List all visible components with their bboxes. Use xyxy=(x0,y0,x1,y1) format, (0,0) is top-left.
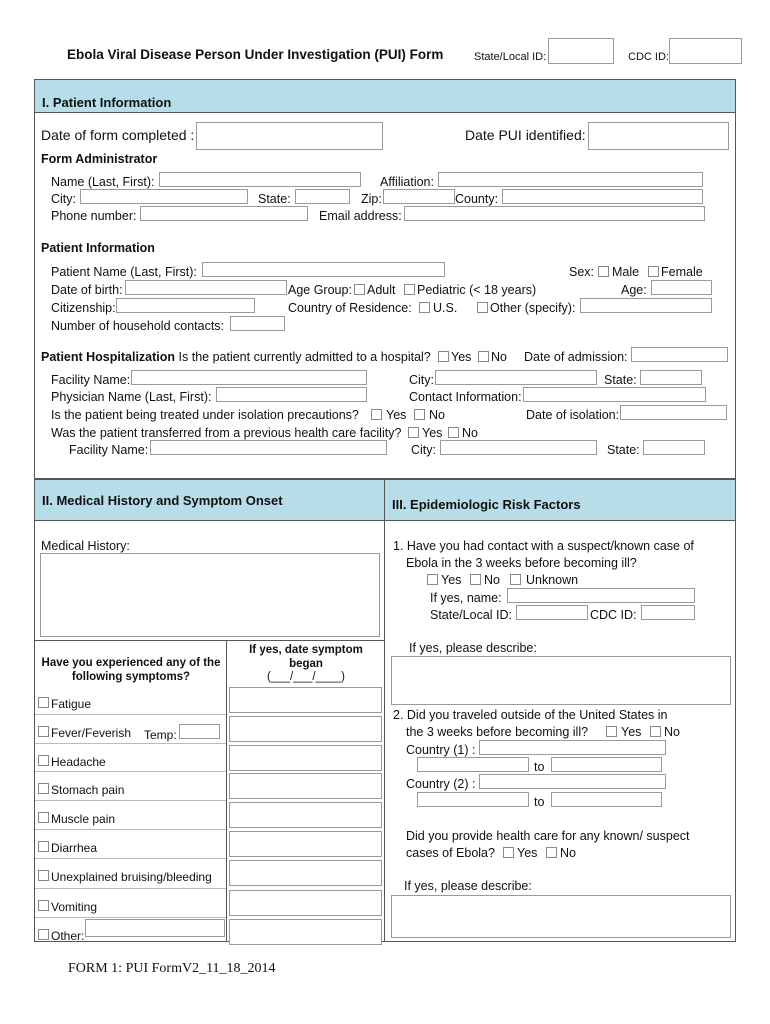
symptom-fatigue-date-field[interactable] xyxy=(229,687,382,713)
state-local-id-field[interactable] xyxy=(548,38,614,64)
admin-zip-field[interactable] xyxy=(383,189,455,204)
physician-name-label: Physician Name (Last, First): xyxy=(51,390,212,404)
admin-county-label: County: xyxy=(455,192,499,206)
form-footer: FORM 1: PUI FormV2_11_18_2014 xyxy=(68,961,276,976)
symptom-fever-feverish-date-field[interactable] xyxy=(229,716,382,742)
prev-facility-name-label: Facility Name: xyxy=(69,443,149,457)
healthcare-describe-label: If yes, please describe: xyxy=(404,879,532,893)
country2-from-field[interactable] xyxy=(417,792,529,807)
contact-info-label: Contact Information: xyxy=(409,390,522,404)
patient-name-label: Patient Name (Last, First): xyxy=(51,265,197,279)
age-group-label: Age Group: xyxy=(288,283,352,297)
affiliation-label: Affiliation: xyxy=(380,175,434,189)
adult-checkbox[interactable] xyxy=(354,284,365,295)
isolation-question: Is the patient being treated under isolation precautions? xyxy=(51,408,359,422)
country1-to-field[interactable] xyxy=(551,757,662,772)
citizenship-label: Citizenship: xyxy=(51,301,116,315)
prev-facility-name-field[interactable] xyxy=(150,440,387,455)
symptom-label: Unexplained bruising/bleeding xyxy=(51,870,212,884)
symptom-headache-checkbox[interactable] xyxy=(38,755,49,766)
symptom-stomach-pain-date-field[interactable] xyxy=(229,773,382,799)
country2-to-field[interactable] xyxy=(551,792,662,807)
patient-name-field[interactable] xyxy=(202,262,445,277)
prev-facility-state-field[interactable] xyxy=(643,440,705,455)
adult-label: Adult xyxy=(367,283,396,297)
contact-info-field[interactable] xyxy=(523,387,706,402)
q2-line2: the 3 weeks before becoming ill? xyxy=(406,725,589,739)
us-checkbox[interactable] xyxy=(419,302,430,313)
country2-field[interactable] xyxy=(479,774,666,789)
other-country-field[interactable] xyxy=(580,298,712,313)
transfer-no-checkbox[interactable] xyxy=(448,427,459,438)
healthcare-no-label: No xyxy=(560,846,576,860)
form-admin-title: Form Administrator xyxy=(41,152,158,166)
symptom-row-divider xyxy=(35,917,226,918)
healthcare-describe-field[interactable] xyxy=(391,895,731,938)
symptom-vomiting-date-field[interactable] xyxy=(229,890,382,916)
form-title: Ebola Viral Disease Person Under Investigation (PUI) Form xyxy=(67,47,444,62)
physician-name-field[interactable] xyxy=(216,387,367,402)
contact-name-field[interactable] xyxy=(507,588,695,603)
admin-state-field[interactable] xyxy=(295,189,350,204)
phone-field[interactable] xyxy=(140,206,308,221)
country-residence-label: Country of Residence: xyxy=(288,301,412,315)
symptom-headache-date-field[interactable] xyxy=(229,745,382,771)
transfer-question: Was the patient transferred from a previous health care facility? xyxy=(51,426,402,440)
male-label: Male xyxy=(612,265,640,279)
q1-unknown-checkbox[interactable] xyxy=(510,574,521,585)
admin-name-label: Name (Last, First): xyxy=(51,175,155,189)
cdc-id-label: CDC ID: xyxy=(628,51,669,63)
facility-name-label: Facility Name: xyxy=(51,373,131,387)
symptom-label: Headache xyxy=(51,755,106,769)
symptom-muscle-pain-date-field[interactable] xyxy=(229,802,382,828)
symptom-muscle-pain-checkbox[interactable] xyxy=(38,812,49,823)
dob-label: Date of birth: xyxy=(51,283,123,297)
sex-label: Sex: xyxy=(569,265,595,279)
date-symptom-header: If yes, date symptom began xyxy=(249,644,363,670)
admission-date-label: Date of admission: xyxy=(524,350,628,364)
symptom-fatigue-checkbox[interactable] xyxy=(38,697,49,708)
q1-yes-label: Yes xyxy=(441,573,462,587)
travel-no-label: No xyxy=(664,725,680,739)
symptom-row-divider xyxy=(35,771,226,772)
symptom-other-checkbox[interactable] xyxy=(38,929,49,940)
other-country-label: Other (specify): xyxy=(490,301,576,315)
pediatric-label: Pediatric (< 18 years) xyxy=(417,283,537,297)
dob-field[interactable] xyxy=(125,280,287,295)
symptom-diarrhea-checkbox[interactable] xyxy=(38,841,49,852)
prev-facility-city-field[interactable] xyxy=(440,440,597,455)
symptom-other-date-field[interactable] xyxy=(229,919,382,945)
other-symptom-field[interactable] xyxy=(85,919,225,937)
household-contacts-label: Number of household contacts: xyxy=(51,319,225,333)
q3-line1: Did you provide health care for any known/ suspect xyxy=(406,829,690,843)
email-label: Email address: xyxy=(319,209,402,223)
patient-info-title: Patient Information xyxy=(41,241,155,255)
pediatric-checkbox[interactable] xyxy=(404,284,415,295)
citizenship-field[interactable] xyxy=(116,298,255,313)
phone-label: Phone number: xyxy=(51,209,137,223)
healthcare-yes-checkbox[interactable] xyxy=(503,847,514,858)
isolation-no-label: No xyxy=(429,408,445,422)
contact-cdc-id-field[interactable] xyxy=(641,605,695,620)
cdc-id-field[interactable] xyxy=(669,38,742,64)
facility-state-field[interactable] xyxy=(640,370,702,385)
symptom-unexplained-bruising-bleeding-date-field[interactable] xyxy=(229,860,382,886)
facility-name-field[interactable] xyxy=(131,370,367,385)
travel-no-checkbox[interactable] xyxy=(650,726,661,737)
female-label: Female xyxy=(661,265,703,279)
symptom-row-divider xyxy=(35,800,226,801)
prev-facility-city-label: City: xyxy=(411,443,436,457)
symptom-label: Diarrhea xyxy=(51,841,98,855)
section-2-title: II. Medical History and Symptom Onset xyxy=(42,493,283,508)
symptom-fever-feverish-checkbox[interactable] xyxy=(38,726,49,737)
symptom-row-divider xyxy=(35,858,226,859)
hospitalization-row xyxy=(41,350,431,364)
contact-state-id-label: State/Local ID: xyxy=(430,608,512,622)
travel-yes-label: Yes xyxy=(621,725,642,739)
admitted-yes-checkbox[interactable] xyxy=(438,351,449,362)
medical-history-label: Medical History: xyxy=(41,539,130,553)
symptom-table-top xyxy=(35,640,384,641)
admitted-yes-label: Yes xyxy=(451,350,472,364)
admin-city-field[interactable] xyxy=(80,189,248,204)
symptom-label: Vomiting xyxy=(51,900,98,914)
male-checkbox[interactable] xyxy=(598,266,609,277)
admin-zip-label: Zip: xyxy=(361,192,382,206)
q1-yes-checkbox[interactable] xyxy=(427,574,438,585)
symptom-row-divider xyxy=(35,714,226,715)
isolation-yes-label: Yes xyxy=(386,408,407,422)
contact-state-id-field[interactable] xyxy=(516,605,588,620)
healthcare-yes-label: Yes xyxy=(517,846,538,860)
household-contacts-field[interactable] xyxy=(230,316,285,331)
column-divider xyxy=(384,480,385,941)
q1-unknown-label: Unknown xyxy=(526,573,579,587)
section-1-title: I. Patient Information xyxy=(42,95,172,110)
facility-city-field[interactable] xyxy=(435,370,597,385)
symptom-label: Fatigue xyxy=(51,697,92,711)
temp-field[interactable] xyxy=(179,724,220,739)
q3-line2: cases of Ebola? xyxy=(406,846,495,860)
other-country-checkbox[interactable] xyxy=(477,302,488,313)
admission-date-field[interactable] xyxy=(631,347,728,362)
symptom-label: Fever/Feverish xyxy=(51,726,132,740)
section-3-title: III. Epidemiologic Risk Factors xyxy=(392,497,581,512)
hospitalization-question: Is the patient currently admitted to a hospital? xyxy=(178,350,431,364)
symptoms-header: Have you experienced any of the following symptoms? xyxy=(41,657,221,683)
contact-cdc-id-label: CDC ID: xyxy=(590,608,637,622)
date-form-completed-label: Date of form completed : xyxy=(41,127,195,143)
q1-line1: 1. Have you had contact with a suspect/known case of xyxy=(393,539,694,553)
symptom-label: Stomach pain xyxy=(51,783,125,797)
country2-to-label: to xyxy=(534,795,545,809)
q1-line2: Ebola in the 3 weeks before becoming ill? xyxy=(406,556,637,570)
country1-from-field[interactable] xyxy=(417,757,529,772)
contact-describe-label: If yes, please describe: xyxy=(409,641,537,655)
country1-to-label: to xyxy=(534,760,545,774)
symptom-label: Muscle pain xyxy=(51,812,116,826)
symptom-vomiting-checkbox[interactable] xyxy=(38,900,49,911)
transfer-yes-checkbox[interactable] xyxy=(408,427,419,438)
symptom-row-divider xyxy=(35,888,226,889)
us-label: U.S. xyxy=(433,301,458,315)
age-label: Age: xyxy=(621,283,647,297)
age-field[interactable] xyxy=(651,280,712,295)
admin-county-field[interactable] xyxy=(502,189,703,204)
symptom-row-divider xyxy=(35,743,226,744)
q1-no-label: No xyxy=(484,573,500,587)
facility-city-label: City: xyxy=(409,373,434,387)
travel-yes-checkbox[interactable] xyxy=(606,726,617,737)
admin-state-label: State: xyxy=(258,192,291,206)
isolation-no-checkbox[interactable] xyxy=(414,409,425,420)
state-local-id-label: State/Local ID: xyxy=(474,51,547,63)
admitted-no-label: No xyxy=(491,350,507,364)
transfer-yes-label: Yes xyxy=(422,426,443,440)
symptom-table-divider xyxy=(226,640,227,941)
contact-name-label: If yes, name: xyxy=(430,591,502,605)
symptom-diarrhea-date-field[interactable] xyxy=(229,831,382,857)
isolation-date-field[interactable] xyxy=(620,405,727,420)
medical-history-field[interactable] xyxy=(40,553,380,637)
country1-field[interactable] xyxy=(479,740,666,755)
country1-label: Country (1) : xyxy=(406,743,476,757)
admitted-no-checkbox[interactable] xyxy=(478,351,489,362)
hospitalization-title: Patient Hospitalization xyxy=(41,350,176,364)
isolation-date-label: Date of isolation: xyxy=(526,408,620,422)
admin-name-field[interactable] xyxy=(159,172,361,187)
symptom-unexplained-bruising-bleeding-checkbox[interactable] xyxy=(38,870,49,881)
temp-label: Temp: xyxy=(144,728,177,742)
female-checkbox[interactable] xyxy=(648,266,659,277)
date-pui-identified-label: Date PUI identified: xyxy=(465,127,586,143)
country2-label: Country (2) : xyxy=(406,777,476,791)
symptom-row-divider xyxy=(35,829,226,830)
q2-line1: 2. Did you traveled outside of the United States in xyxy=(393,708,668,722)
admin-city-label: City: xyxy=(51,192,76,206)
prev-facility-state-label: State: xyxy=(607,443,640,457)
affiliation-field[interactable] xyxy=(438,172,703,187)
transfer-no-label: No xyxy=(462,426,478,440)
email-field[interactable] xyxy=(404,206,705,221)
date-form-completed-field[interactable] xyxy=(196,122,383,150)
symptom-stomach-pain-checkbox[interactable] xyxy=(38,783,49,794)
symptom-label: Other: xyxy=(51,929,85,943)
date-pui-identified-field[interactable] xyxy=(588,122,729,150)
contact-describe-field[interactable] xyxy=(391,656,731,705)
q1-no-checkbox[interactable] xyxy=(470,574,481,585)
facility-state-label: State: xyxy=(604,373,637,387)
isolation-yes-checkbox[interactable] xyxy=(371,409,382,420)
healthcare-no-checkbox[interactable] xyxy=(546,847,557,858)
date-format-hint: (___/___/____) xyxy=(266,671,345,683)
